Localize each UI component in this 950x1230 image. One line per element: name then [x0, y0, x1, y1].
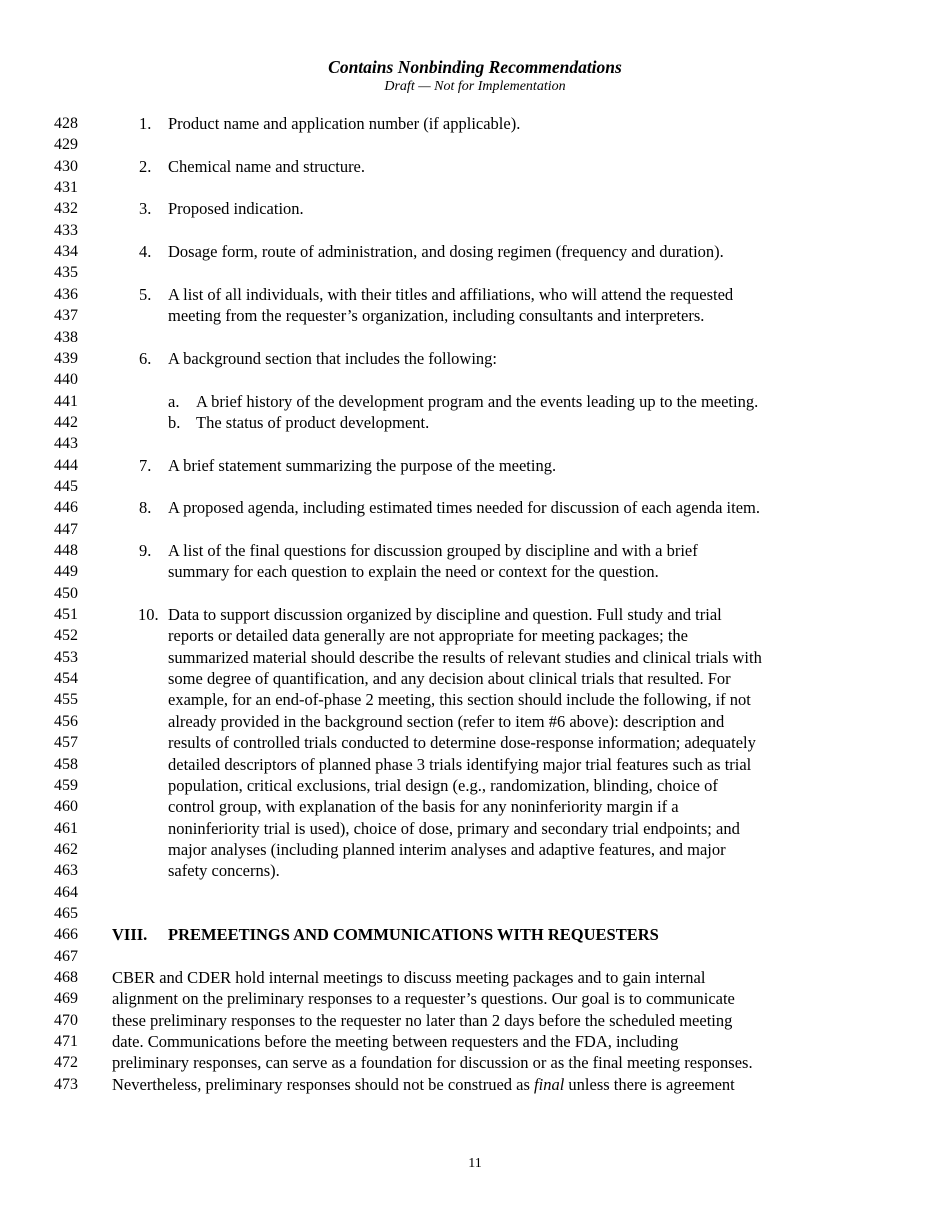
list-item-text: A proposed agenda, including estimated times needed for discussion of each agenda item.: [168, 498, 760, 518]
list-item-text: A list of the final questions for discussion grouped by discipline and with a brief: [168, 541, 698, 560]
list-item-text: Product name and application number (if applicable).: [168, 114, 521, 133]
line-number: 444: [54, 456, 78, 474]
line-number: 445: [54, 477, 78, 495]
paragraph-line: CBER and CDER hold internal meetings to discuss meeting packages and to gain internal: [112, 968, 706, 987]
list-item-text: Data to support discussion organized by discipline and question. Full study and trial: [168, 605, 722, 625]
line-number: 447: [54, 520, 78, 538]
line-number: 453: [54, 648, 78, 666]
line-number: 450: [54, 584, 78, 602]
sub-item-text: The status of product development.: [196, 412, 430, 432]
line-number: 457: [54, 734, 78, 752]
section-number: VIII.: [112, 925, 148, 945]
line-number: 428: [54, 115, 78, 132]
list-item-text: major analyses (including planned interim analyses and adaptive features, and major: [168, 839, 726, 859]
list-item-number: 2.: [139, 156, 152, 176]
list-item-text: already provided in the background section (refer to item #6 above): description and: [168, 711, 725, 731]
paragraph-line: alignment on the preliminary responses to a requester’s questions. Our goal is to communicate: [112, 989, 735, 1009]
line-number: 472: [54, 1054, 78, 1072]
list-item-number: 9.: [139, 541, 152, 560]
list-item-number: 6.: [139, 348, 152, 368]
text-run: Nevertheless, preliminary responses should not be construed as: [112, 1074, 535, 1094]
line-number: 455: [54, 691, 78, 709]
line-number: 456: [54, 712, 78, 730]
line-number: 443: [54, 435, 78, 453]
list-item-number: 4.: [139, 242, 152, 262]
list-item-number: 1.: [139, 114, 152, 133]
list-item-text: summarized material should describe the results of relevant studies and clinical trials with: [168, 647, 762, 667]
line-number: 440: [54, 371, 78, 389]
list-item-text: reports or detailed data generally are not appropriate for meeting packages; the: [168, 626, 688, 646]
paragraph-line: preliminary responses, can serve as a foundation for discussion or as the final meeting responses.: [112, 1053, 753, 1073]
text-run: unless there is agreement: [564, 1074, 735, 1094]
list-item-text: A list of all individuals, with their titles and affiliations, who will attend the requested: [168, 284, 734, 304]
line-number: 434: [54, 243, 78, 261]
line-number: 435: [54, 264, 78, 282]
list-item-number: 10.: [138, 605, 159, 625]
line-number: 471: [54, 1033, 78, 1051]
line-number: 431: [54, 179, 78, 197]
section-title: PREMEETINGS AND COMMUNICATIONS WITH REQUESTERS: [168, 925, 659, 945]
line-number: 468: [54, 969, 78, 986]
line-number: 462: [54, 840, 78, 858]
emphasis-text: final: [534, 1074, 565, 1094]
line-number: 446: [54, 499, 78, 517]
list-item-text: A brief statement summarizing the purpose of the meeting.: [168, 455, 557, 475]
list-item-text: detailed descriptors of planned phase 3 trials identifying major trial features such as trial: [168, 754, 752, 774]
list-item-text: Dosage form, route of administration, and dosing regimen (frequency and duration).: [168, 242, 724, 262]
line-number: 442: [54, 413, 78, 431]
list-item-text: A background section that includes the following:: [168, 348, 498, 368]
list-item-text: population, critical exclusions, trial design (e.g., randomization, blinding, choice of: [168, 775, 718, 795]
line-number: 473: [54, 1075, 78, 1093]
line-number: 433: [54, 221, 78, 239]
line-number: 461: [54, 819, 78, 837]
line-number: 439: [54, 349, 78, 367]
line-number: 441: [54, 392, 78, 410]
line-number: 459: [54, 776, 78, 794]
line-number: 436: [54, 285, 78, 303]
line-number: 467: [54, 947, 78, 965]
list-item-text: Proposed indication.: [168, 199, 304, 219]
list-item-text: control group, with explanation of the basis for any noninferiority margin if a: [168, 797, 679, 817]
line-number: 438: [54, 328, 78, 346]
list-item-text: example, for an end-of-phase 2 meeting, this section should include the following, if not: [168, 690, 751, 710]
line-number: 452: [54, 627, 78, 645]
line-number: 449: [54, 563, 78, 581]
line-number: 454: [54, 670, 78, 688]
list-item-number: 7.: [139, 455, 152, 475]
line-number: 464: [54, 883, 78, 901]
header-subtitle: Draft — Not for Implementation: [384, 79, 566, 94]
list-item-text: Chemical name and structure.: [168, 156, 366, 176]
list-item-text: results of controlled trials conducted to determine dose-response information; adequately: [168, 733, 756, 753]
line-number: 432: [54, 200, 78, 218]
list-item-text: some degree of quantification, and any decision about clinical trials that resulted. For: [168, 669, 731, 689]
line-number: 429: [54, 136, 78, 154]
line-number: 451: [54, 606, 78, 624]
paragraph-line: [112, 1074, 735, 1095]
sub-item-text: A brief history of the development program and the events leading up to the meeting.: [196, 391, 759, 411]
list-item-text: summary for each question to explain the need or context for the question.: [168, 562, 659, 582]
list-item-text: noninferiority trial is used), choice of dose, primary and secondary trial endpoints; and: [168, 818, 740, 838]
line-number: 470: [54, 1011, 78, 1029]
sub-item-letter: a.: [168, 391, 180, 411]
line-number: 430: [54, 157, 78, 175]
paragraph-line: date. Communications before the meeting between requesters and the FDA, including: [112, 1032, 679, 1052]
page-number: 11: [468, 1156, 482, 1171]
line-number: 469: [54, 990, 78, 1008]
paragraph-line: these preliminary responses to the requester no later than 2 days before the scheduled meeting: [112, 1010, 733, 1030]
line-number: 460: [54, 798, 78, 816]
list-item-text: safety concerns).: [168, 861, 280, 881]
list-item-number: 5.: [139, 284, 152, 304]
line-number: 437: [54, 307, 78, 325]
sub-item-letter: b.: [168, 412, 181, 432]
line-number: 463: [54, 862, 78, 880]
line-number: 466: [54, 926, 78, 944]
line-number: 465: [54, 904, 78, 922]
list-item-text: meeting from the requester’s organization, including consultants and interpreters.: [168, 306, 705, 326]
header-title: Contains Nonbinding Recommendations: [328, 57, 622, 77]
list-item-number: 8.: [139, 498, 152, 518]
line-number: 458: [54, 755, 78, 773]
line-number: 448: [54, 542, 78, 559]
list-item-number: 3.: [139, 199, 152, 219]
